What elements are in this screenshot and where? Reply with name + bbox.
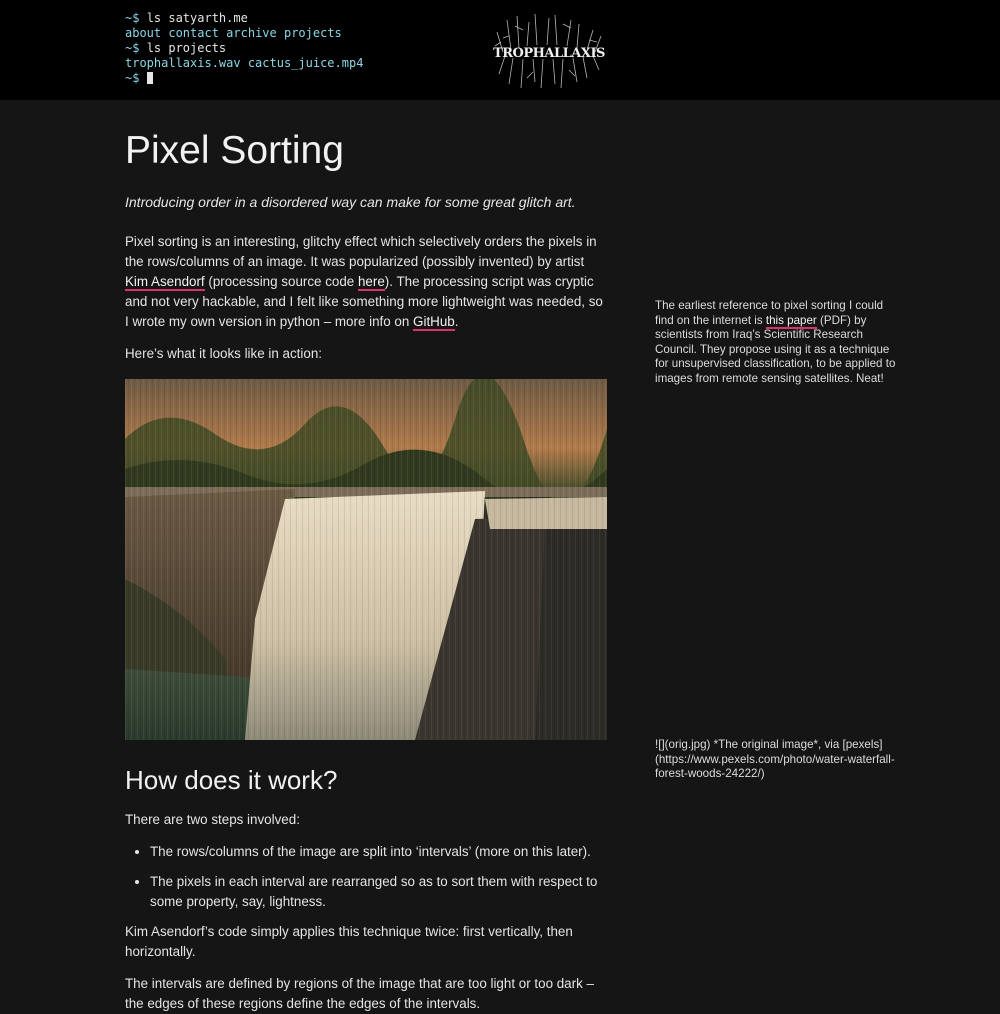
nav-link-archive[interactable]: archive xyxy=(226,26,277,40)
steps-list xyxy=(125,842,607,912)
twice-paragraph: Kim Asendorf’s code simply applies this technique twice: first vertically, then horizontally. xyxy=(125,924,573,959)
trophallaxis-logo-icon[interactable] xyxy=(493,12,605,90)
section-heading-how-it-works: How does it work? xyxy=(125,765,338,795)
source-code-link[interactable]: here xyxy=(357,274,385,289)
terminal-prompt: ~$ xyxy=(125,71,147,85)
nav-link-contact[interactable]: contact xyxy=(168,26,219,40)
this-paper-link[interactable]: this paper xyxy=(765,313,817,327)
project-link-trophallaxis[interactable]: trophallaxis.wav xyxy=(125,56,241,70)
svg-text:TROPHALLAXIS: TROPHALLAXIS xyxy=(493,46,605,61)
list-item: • The pixels in each interval are rearranged so as to sort them with respect to some property, say, lightness. xyxy=(150,872,607,912)
terminal-nav xyxy=(125,11,363,86)
pixel-sorted-waterfall-image xyxy=(125,379,607,740)
sidenote-original-image: ![](orig.jpg) *The original image*, via [pexels](https://www.pexels.com/photo/water-waterfall-forest-woods-24222/) xyxy=(655,738,895,780)
terminal-prompt: ~$ ls projects xyxy=(125,41,227,55)
nav-link-about[interactable]: about xyxy=(125,26,162,40)
site-header xyxy=(0,0,1000,100)
action-paragraph: Here’s what it looks like in action: xyxy=(125,346,322,361)
article xyxy=(125,100,607,1014)
kim-asendorf-link[interactable]: Kim Asendorf xyxy=(125,274,205,289)
terminal-prompt: ~$ ls satyarth.me xyxy=(125,11,248,25)
project-link-cactus-juice[interactable]: cactus_juice.mp4 xyxy=(247,56,364,70)
list-item: • The rows/columns of the image are split into ‘intervals’ (more on this later). xyxy=(150,842,607,862)
terminal-cursor xyxy=(147,72,153,84)
page-subtitle: Introducing order in a disordered way can make for some great glitch art. xyxy=(125,194,576,210)
github-link[interactable]: GitHub xyxy=(413,314,455,329)
nav-link-projects[interactable]: projects xyxy=(283,26,342,40)
sidenote-earliest-reference: The earliest reference to pixel sorting I could find on the internet is this paper (PDF) by scientists from Iraq’s Scientific Research Council. They propose using it as a technique for unsupervised classification, to be applied to images from remote sensing satellites. Neat! xyxy=(655,299,896,385)
intervals-paragraph: The intervals are defined by regions of the image that are too light or too dark – the edges of these regions define the edges of the intervals. xyxy=(125,976,594,1011)
page-title: Pixel Sorting xyxy=(125,129,344,172)
intro-paragraph: Pixel sorting is an interesting, glitchy effect which selectively orders the pixels in the rows/columns of an image. It was popularized (possibly invented) by artist Kim Asendorf (processing source code here). The processing script was cryptic and not very hackable, and I felt like something more lightweight was needed, so I wrote my own version in python – more info on GitHub. xyxy=(125,234,603,329)
steps-intro: There are two steps involved: xyxy=(125,812,300,827)
